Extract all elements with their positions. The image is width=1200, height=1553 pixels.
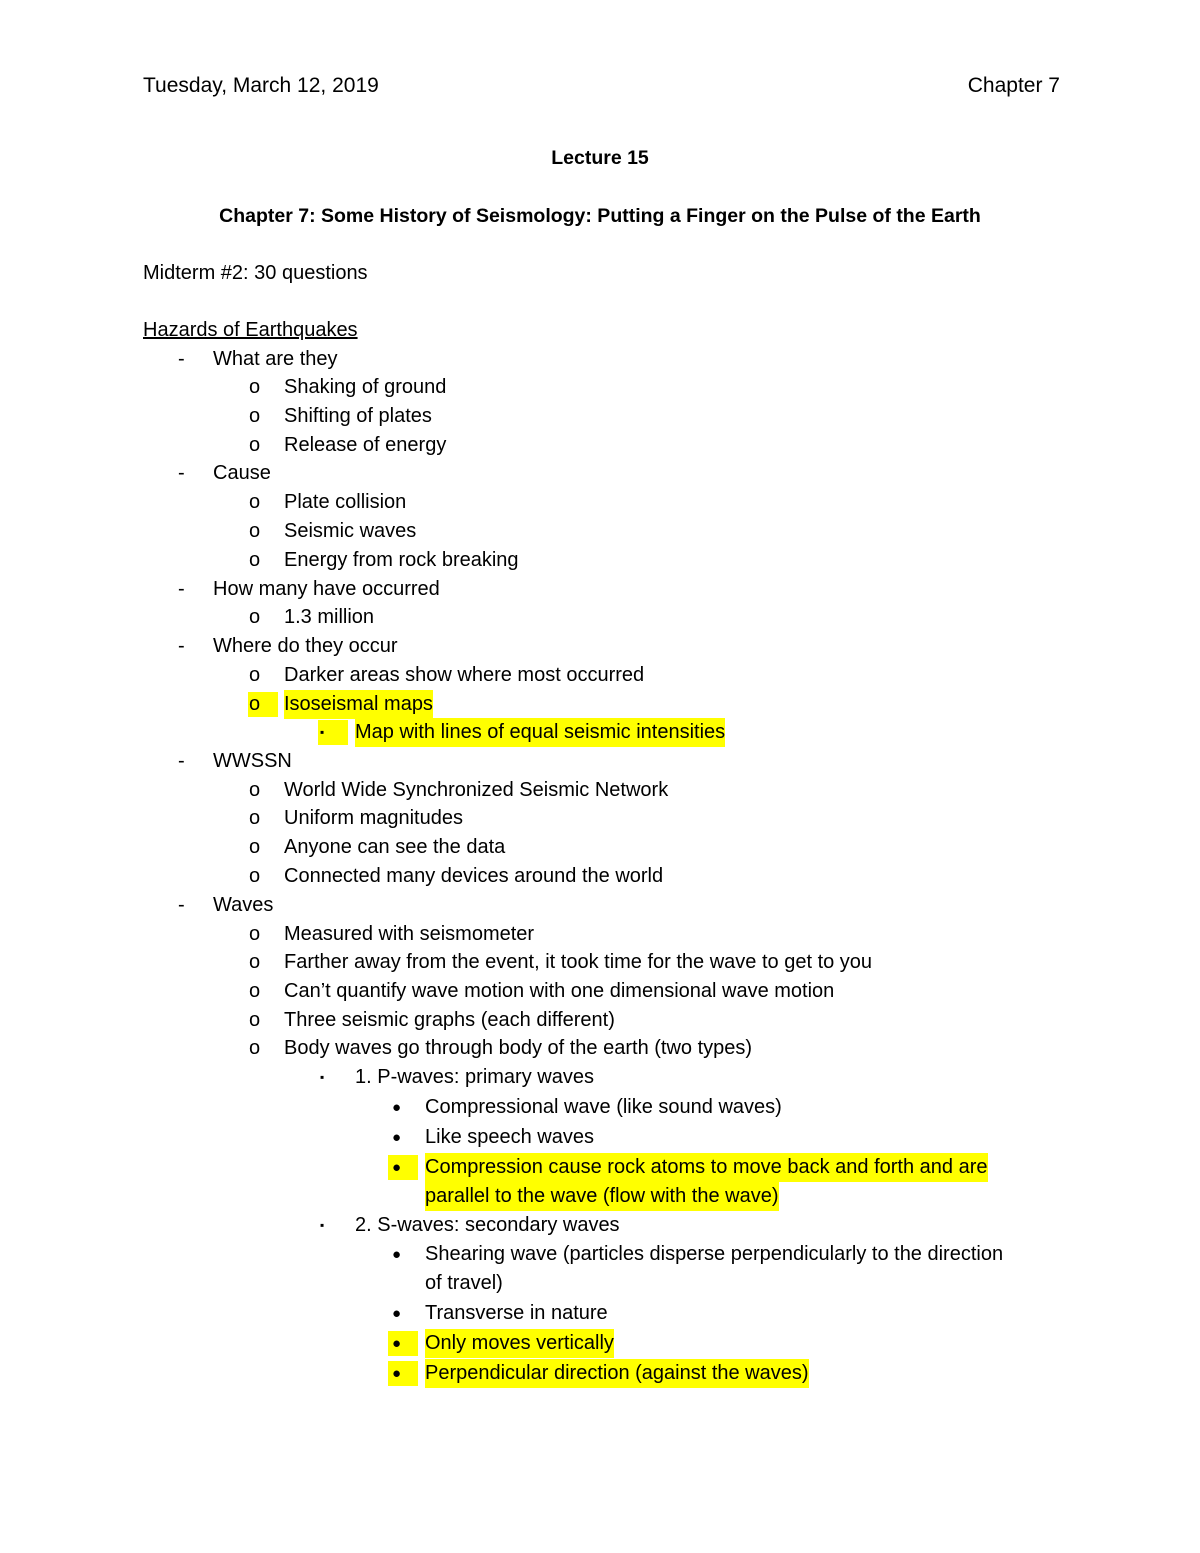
- bullet-circle-icon: o: [249, 980, 261, 1002]
- bullet-dash-icon: -: [178, 348, 185, 370]
- outline-item-text: World Wide Synchronized Seismic Network: [284, 779, 669, 801]
- outline-item: [0, 1063, 1200, 1092]
- outline-item: [0, 1153, 1200, 1182]
- outline-item: [0, 1240, 1200, 1269]
- outline-item: [0, 948, 1200, 977]
- outline-item: [0, 431, 1200, 460]
- bullet-circle-icon: o: [249, 951, 261, 973]
- outline-item-text: Farther away from the event, it took time for the wave to get to you: [284, 951, 873, 973]
- outline-item: [0, 833, 1200, 862]
- bullet-circle-icon: o: [249, 779, 261, 801]
- bullet-circle-icon: o: [249, 549, 261, 571]
- outline-item-text: Map with lines of equal seismic intensities: [355, 718, 725, 747]
- outline-item: [0, 517, 1200, 546]
- bullet-circle-icon: o: [249, 865, 261, 887]
- outline-item-text: 1. P-waves: primary waves: [355, 1066, 594, 1088]
- outline-item-text: 2. S-waves: secondary waves: [355, 1214, 620, 1236]
- outline-item: [0, 373, 1200, 402]
- bullet-square-icon: ▪: [320, 725, 325, 739]
- bullet-circle-icon: o: [249, 520, 261, 542]
- outline-item-text: 1.3 million: [284, 606, 375, 628]
- section-title: Hazards of Earthquakes: [143, 319, 358, 341]
- outline-item-text: Body waves go through body of the earth (two types): [284, 1037, 753, 1059]
- bullet-dash-icon: -: [178, 635, 185, 657]
- outline-item-text: Waves: [213, 894, 274, 916]
- bullet-dash-icon: -: [178, 750, 185, 772]
- bullet-dot-icon: ●: [392, 1335, 402, 1352]
- outline-item-text: Shaking of ground: [284, 376, 447, 398]
- outline-item: [0, 1211, 1200, 1240]
- outline-item-text: Darker areas show where most occurred: [284, 664, 645, 686]
- outline-item: [0, 1006, 1200, 1035]
- outline-item-text: Release of energy: [284, 434, 447, 456]
- outline-item-text: Like speech waves: [425, 1126, 594, 1148]
- outline-item-text: WWSSN: [213, 750, 292, 772]
- bullet-dash-icon: -: [178, 462, 185, 484]
- bullet-circle-icon: o: [249, 606, 261, 628]
- outline-item: [0, 1269, 1200, 1298]
- outline-item-text: Three seismic graphs (each different): [284, 1009, 615, 1031]
- outline-item: [0, 661, 1200, 690]
- outline-item-text: Seismic waves: [284, 520, 417, 542]
- midterm-note: Midterm #2: 30 questions: [143, 262, 368, 284]
- outline-item: [0, 1359, 1200, 1388]
- outline-item: [0, 1093, 1200, 1122]
- bullet-dot-icon: ●: [392, 1246, 402, 1263]
- outline-item-text: Energy from rock breaking: [284, 549, 519, 571]
- bullet-dot-icon: ●: [392, 1099, 402, 1116]
- outline-item-text: Isoseismal maps: [284, 690, 433, 719]
- outline-item-text: What are they: [213, 348, 338, 370]
- outline-item-text: Compressional wave (like sound waves): [425, 1096, 782, 1118]
- outline-item: [0, 1034, 1200, 1063]
- chapter-title: Chapter 7: Some History of Seismology: Putting a Finger on the Pulse of the Earth: [219, 205, 981, 227]
- outline-item: [0, 603, 1200, 632]
- outline-item: [0, 345, 1200, 374]
- outline-item-text: Compression cause rock atoms to move back and forth and are: [425, 1153, 988, 1182]
- outline-item-text: Shifting of plates: [284, 405, 432, 427]
- outline-item-text: parallel to the wave (flow with the wave): [425, 1182, 779, 1211]
- outline-item: [0, 402, 1200, 431]
- bullet-dot-icon: ●: [392, 1159, 402, 1176]
- bullet-dot-icon: ●: [392, 1305, 402, 1322]
- outline-item: [0, 546, 1200, 575]
- bullet-dash-icon: -: [178, 894, 185, 916]
- outline-item: [0, 632, 1200, 661]
- outline-item-text: Shearing wave (particles disperse perpendicularly to the direction: [425, 1243, 1004, 1265]
- bullet-dash-icon: -: [178, 578, 185, 600]
- outline-item-text: Plate collision: [284, 491, 407, 513]
- outline-item: [0, 977, 1200, 1006]
- outline-item: [0, 747, 1200, 776]
- outline-item-text: Can’t quantify wave motion with one dimensional wave motion: [284, 980, 835, 1002]
- outline-item-text: Uniform magnitudes: [284, 807, 463, 829]
- outline-item-text: Anyone can see the data: [284, 836, 506, 858]
- outline-item-text: Cause: [213, 462, 271, 484]
- outline-item-text: Measured with seismometer: [284, 923, 535, 945]
- bullet-circle-icon: o: [249, 405, 261, 427]
- outline-item-text: Only moves vertically: [425, 1329, 614, 1358]
- bullet-dot-icon: ●: [392, 1129, 402, 1146]
- outline-item: [0, 718, 1200, 747]
- outline-item: [0, 1123, 1200, 1152]
- bullet-circle-icon: o: [249, 836, 261, 858]
- header-chapter: Chapter 7: [967, 74, 1060, 97]
- bullet-circle-icon: o: [249, 376, 261, 398]
- outline-item: [0, 690, 1200, 719]
- bullet-circle-icon: o: [249, 1037, 261, 1059]
- outline-item: [0, 1299, 1200, 1328]
- outline-item: [0, 488, 1200, 517]
- outline-item-text: How many have occurred: [213, 578, 440, 600]
- outline-item: [0, 804, 1200, 833]
- bullet-circle-icon: o: [249, 434, 261, 456]
- bullet-circle-icon: o: [249, 664, 261, 686]
- outline-item: [0, 862, 1200, 891]
- outline-item: [0, 1329, 1200, 1358]
- lecture-title: Lecture 15: [551, 147, 649, 169]
- bullet-circle-icon: o: [249, 491, 261, 513]
- outline-item: [0, 459, 1200, 488]
- outline-item: [0, 776, 1200, 805]
- bullet-circle-icon: o: [249, 923, 261, 945]
- outline-item-text: Perpendicular direction (against the waves): [425, 1359, 809, 1388]
- outline-item-text: of travel): [425, 1272, 503, 1294]
- bullet-circle-icon: o: [249, 1009, 261, 1031]
- bullet-dot-icon: ●: [392, 1365, 402, 1382]
- outline-item: [0, 891, 1200, 920]
- outline-item: [0, 575, 1200, 604]
- outline-item-text: Connected many devices around the world: [284, 865, 664, 887]
- bullet-square-icon: ▪: [320, 1218, 325, 1232]
- outline-item: [0, 1182, 1200, 1211]
- bullet-circle-icon: o: [249, 807, 261, 829]
- outline-item-text: Where do they occur: [213, 635, 398, 657]
- bullet-square-icon: ▪: [320, 1070, 325, 1084]
- outline-item-text: Transverse in nature: [425, 1302, 608, 1324]
- outline-item: [0, 920, 1200, 949]
- header-date: Tuesday, March 12, 2019: [143, 74, 379, 97]
- bullet-circle-icon: o: [249, 693, 261, 715]
